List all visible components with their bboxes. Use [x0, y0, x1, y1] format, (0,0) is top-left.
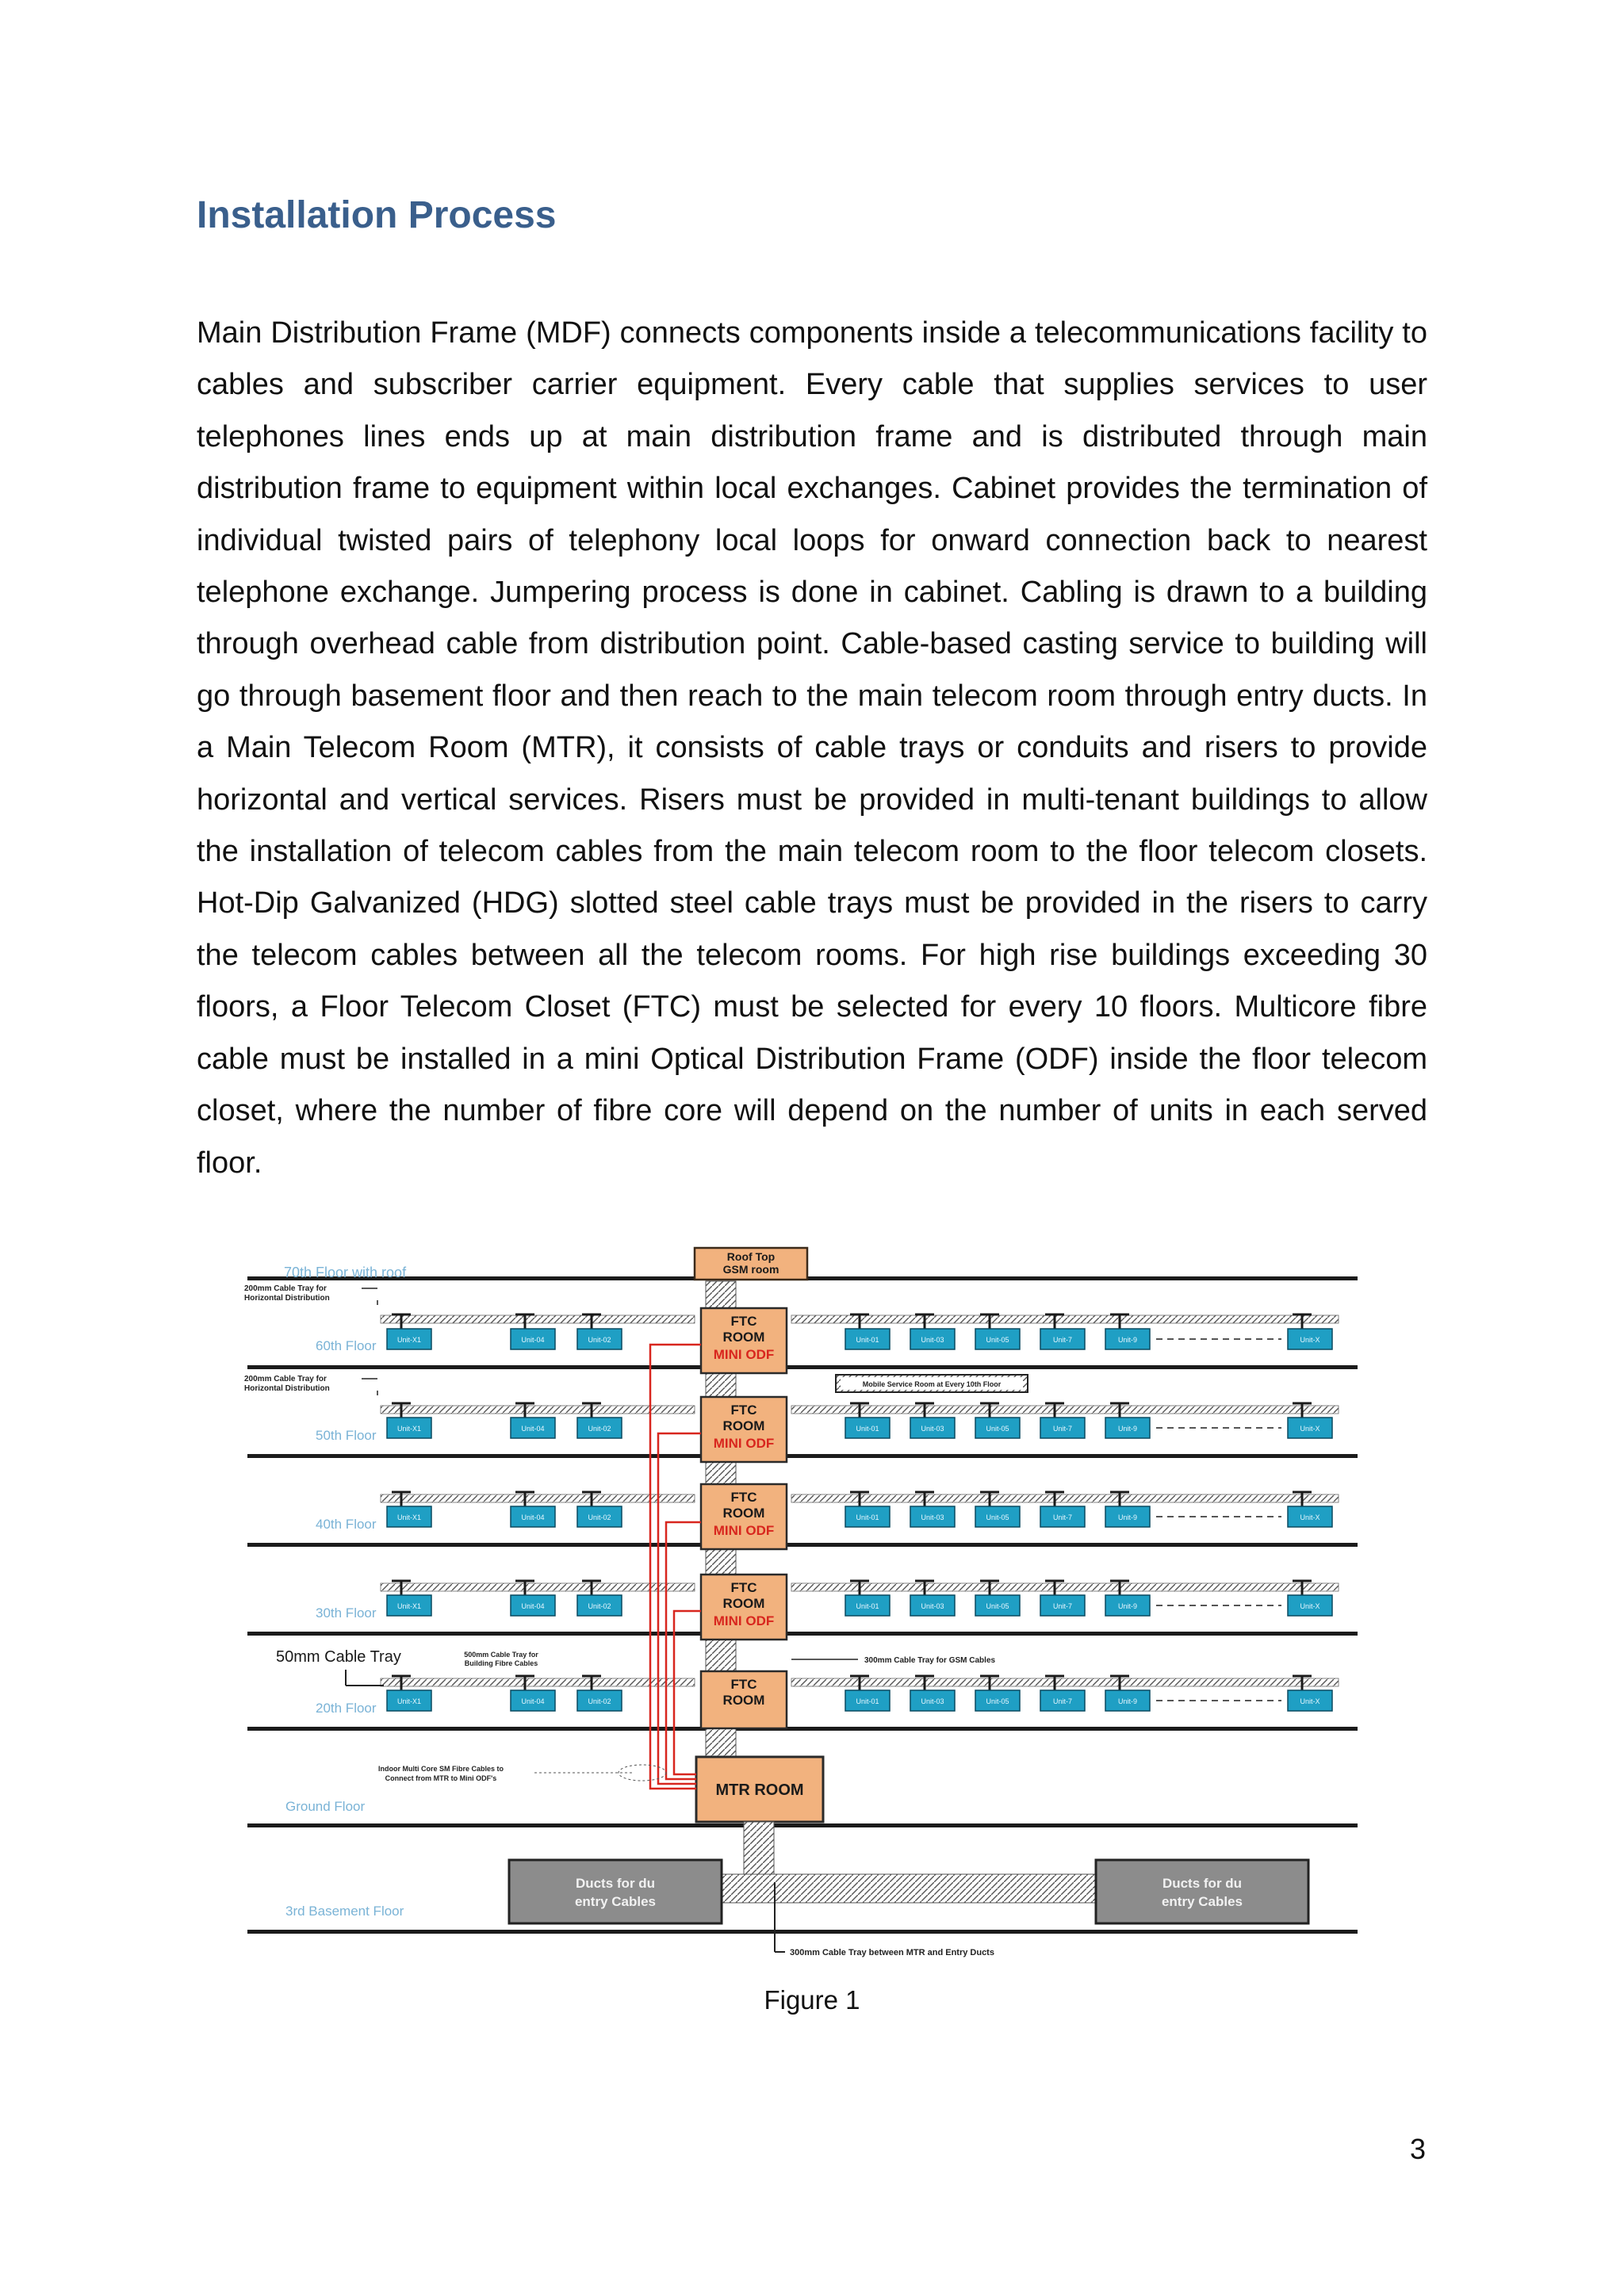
duct-label: entry Cables [1161, 1894, 1243, 1909]
unit-label: Unit-03 [921, 1336, 944, 1344]
unit-label: Unit-X [1300, 1602, 1320, 1610]
ftc-label: FTC [730, 1677, 757, 1692]
unit-label: Unit-04 [521, 1513, 545, 1521]
horizontal-cable-tray [791, 1583, 1339, 1591]
horizontal-cable-tray [381, 1315, 695, 1323]
unit-label: Unit-X [1300, 1513, 1320, 1521]
unit-label: Unit-01 [856, 1336, 879, 1344]
unit-label: Unit-9 [1117, 1513, 1138, 1521]
ftc-label: ROOM [722, 1330, 765, 1345]
roof-box-label: Roof Top [726, 1250, 776, 1263]
basement-riser [744, 1822, 774, 1874]
horizontal-cable-tray [381, 1678, 695, 1686]
floor-slab-line [247, 1632, 1358, 1636]
ftc-label: FTC [730, 1314, 757, 1329]
floor-slab-line [247, 1930, 1358, 1934]
unit-label: Unit-9 [1117, 1602, 1138, 1610]
unit-label: Unit-01 [856, 1513, 879, 1521]
unit-label: Unit-04 [521, 1697, 545, 1705]
unit-label: Unit-02 [588, 1336, 611, 1344]
tray-500-label: 500mm Cable Tray for [464, 1651, 538, 1659]
horizontal-cable-tray [791, 1315, 1339, 1323]
unit-label: Unit-03 [921, 1697, 944, 1705]
unit-label: Unit-02 [588, 1425, 611, 1433]
tray-note: Horizontal Distribution [244, 1384, 330, 1393]
unit-label: Unit-05 [986, 1513, 1009, 1521]
duct-label: Ducts for du [1162, 1876, 1243, 1891]
unit-label: Unit-03 [921, 1425, 944, 1433]
unit-label: Unit-02 [588, 1697, 611, 1705]
floor-slab-line [247, 1454, 1358, 1458]
floor-slab-line [247, 1543, 1358, 1547]
floor-label: 70th Floor with roof [284, 1265, 407, 1280]
unit-label: Unit-7 [1052, 1697, 1073, 1705]
horizontal-cable-tray [381, 1494, 695, 1502]
unit-label: Unit-02 [588, 1602, 611, 1610]
fibre-cable-red [658, 1433, 701, 1784]
unit-label: Unit-X1 [396, 1602, 422, 1610]
floor-label: 50th Floor [316, 1428, 377, 1443]
unit-label: Unit-X [1300, 1336, 1320, 1344]
unit-label: Unit-01 [856, 1697, 879, 1705]
building-cabling-diagram [236, 1242, 1362, 1979]
floor-label: Ground Floor [285, 1799, 366, 1814]
duct-label: entry Cables [574, 1894, 657, 1909]
entry-duct-box [1096, 1860, 1308, 1923]
tray-note: 200mm Cable Tray for [244, 1284, 327, 1293]
unit-label: Unit-9 [1117, 1336, 1138, 1344]
tray-note: Horizontal Distribution [244, 1294, 330, 1303]
unit-label: Unit-X [1300, 1425, 1320, 1433]
ftc-label: FTC [730, 1580, 757, 1595]
unit-label: Unit-X1 [396, 1336, 422, 1344]
ftc-label: FTC [730, 1490, 757, 1505]
horizontal-cable-tray [791, 1678, 1339, 1686]
ftc-label: ROOM [722, 1418, 765, 1433]
floor-label: 40th Floor [316, 1517, 377, 1532]
unit-label: Unit-04 [521, 1602, 545, 1610]
floor-slab-line [247, 1365, 1358, 1369]
tray-note: 200mm Cable Tray for [244, 1375, 327, 1383]
unit-label: Unit-03 [921, 1513, 944, 1521]
floor-slab-line [247, 1727, 1358, 1731]
unit-label: Unit-X [1300, 1697, 1320, 1705]
unit-label: Unit-7 [1052, 1513, 1073, 1521]
tray-50-label: 50mm Cable Tray [276, 1648, 401, 1666]
body-paragraph: Main Distribution Frame (MDF) connects components inside a telecommunications facility to cables and subscriber carrier equipment. Every cable that supplies services to user telephones lines ends up at main distribution frame and is distributed through main distribution frame to equipment within local exchanges. Cabinet provides the termination of individual twisted pairs of telephony local loops for onward connection back to nearest telephone exchange. Jumpering process is done in cabinet. Cabling is drawn to a building through overhead cable from distribution point. Cable-based casting service to building will go through basement floor and then reach to the main telecom room through entry ducts. In a Main Telecom Room (MTR), it consists of cable trays or conduits and risers to provide horizontal and vertical services. Risers must be provided in multi-tenant buildings to allow the installation of telecom cables from the main telecom room to the floor telecom closets. Hot-Dip Galvanized (HDG) slotted steel cable trays must be provided in the risers to carry the telecom cables between all the telecom rooms. For high rise buildings exceeding 30 floors, a Floor Telecom Closet (FTC) must be selected for every 10 floors. Multicore fibre cable must be installed in a mini Optical Distribution Frame (ODF) inside the floor telecom closet, where the number of fibre core will depend on the number of units in each served floor. [197, 316, 1427, 1180]
tray-300-label: 300mm Cable Tray between MTR and Entry Ducts [790, 1948, 994, 1957]
horizontal-cable-tray [381, 1583, 695, 1591]
ftc-odf-label: MINI ODF [713, 1523, 775, 1538]
unit-label: Unit-02 [588, 1513, 611, 1521]
unit-label: Unit-7 [1052, 1336, 1073, 1344]
unit-label: Unit-01 [856, 1425, 879, 1433]
section-heading: Installation Process [197, 194, 557, 236]
unit-label: Unit-X1 [396, 1425, 422, 1433]
ftc-label: ROOM [722, 1596, 765, 1611]
ftc-odf-label: MINI ODF [713, 1613, 775, 1628]
horizontal-cable-tray [791, 1406, 1339, 1414]
ftc-label: ROOM [722, 1693, 765, 1708]
tray-500-label: Building Fibre Cables [464, 1659, 538, 1667]
floor-label: 20th Floor [316, 1701, 377, 1716]
roof-box-label: GSM room [722, 1263, 779, 1276]
floor-label: 30th Floor [316, 1605, 377, 1621]
floor-label: 3rd Basement Floor [285, 1904, 404, 1919]
unit-label: Unit-05 [986, 1425, 1009, 1433]
figure-caption: Figure 1 [764, 1985, 860, 2015]
unit-label: Unit-04 [521, 1425, 545, 1433]
unit-label: Unit-05 [986, 1602, 1009, 1610]
ftc-label: FTC [730, 1402, 757, 1418]
ftc-odf-label: MINI ODF [713, 1436, 775, 1451]
ftc-label: ROOM [722, 1506, 765, 1521]
floor-slab-line [247, 1823, 1358, 1827]
horizontal-cable-tray [381, 1406, 695, 1414]
entry-duct-box [509, 1860, 722, 1923]
unit-label: Unit-04 [521, 1336, 545, 1344]
mobile-service-label: Mobile Service Room at Every 10th Floor [862, 1380, 1002, 1388]
unit-label: Unit-7 [1052, 1425, 1073, 1433]
ftc-odf-label: MINI ODF [713, 1347, 775, 1362]
unit-label: Unit-X1 [396, 1513, 422, 1521]
unit-label: Unit-05 [986, 1336, 1009, 1344]
diagram-structure [247, 1248, 1358, 1952]
fibre-note: Connect from MTR to Mini ODF's [385, 1774, 497, 1782]
unit-label: Unit-X1 [396, 1697, 422, 1705]
unit-label: Unit-9 [1117, 1425, 1138, 1433]
horizontal-cable-tray [791, 1494, 1339, 1502]
tray-gsm-label: 300mm Cable Tray for GSM Cables [864, 1656, 996, 1665]
fibre-cable-red [666, 1522, 701, 1779]
mtr-room-label: MTR ROOM [715, 1781, 804, 1799]
unit-label: Unit-01 [856, 1602, 879, 1610]
floor-label: 60th Floor [316, 1338, 377, 1353]
unit-label: Unit-05 [986, 1697, 1009, 1705]
unit-label: Unit-9 [1117, 1697, 1138, 1705]
duct-label: Ducts for du [575, 1876, 656, 1891]
unit-label: Unit-03 [921, 1602, 944, 1610]
fibre-note: Indoor Multi Core SM Fibre Cables to [377, 1765, 504, 1773]
page-number: 3 [1410, 2133, 1427, 2165]
unit-label: Unit-7 [1052, 1602, 1073, 1610]
